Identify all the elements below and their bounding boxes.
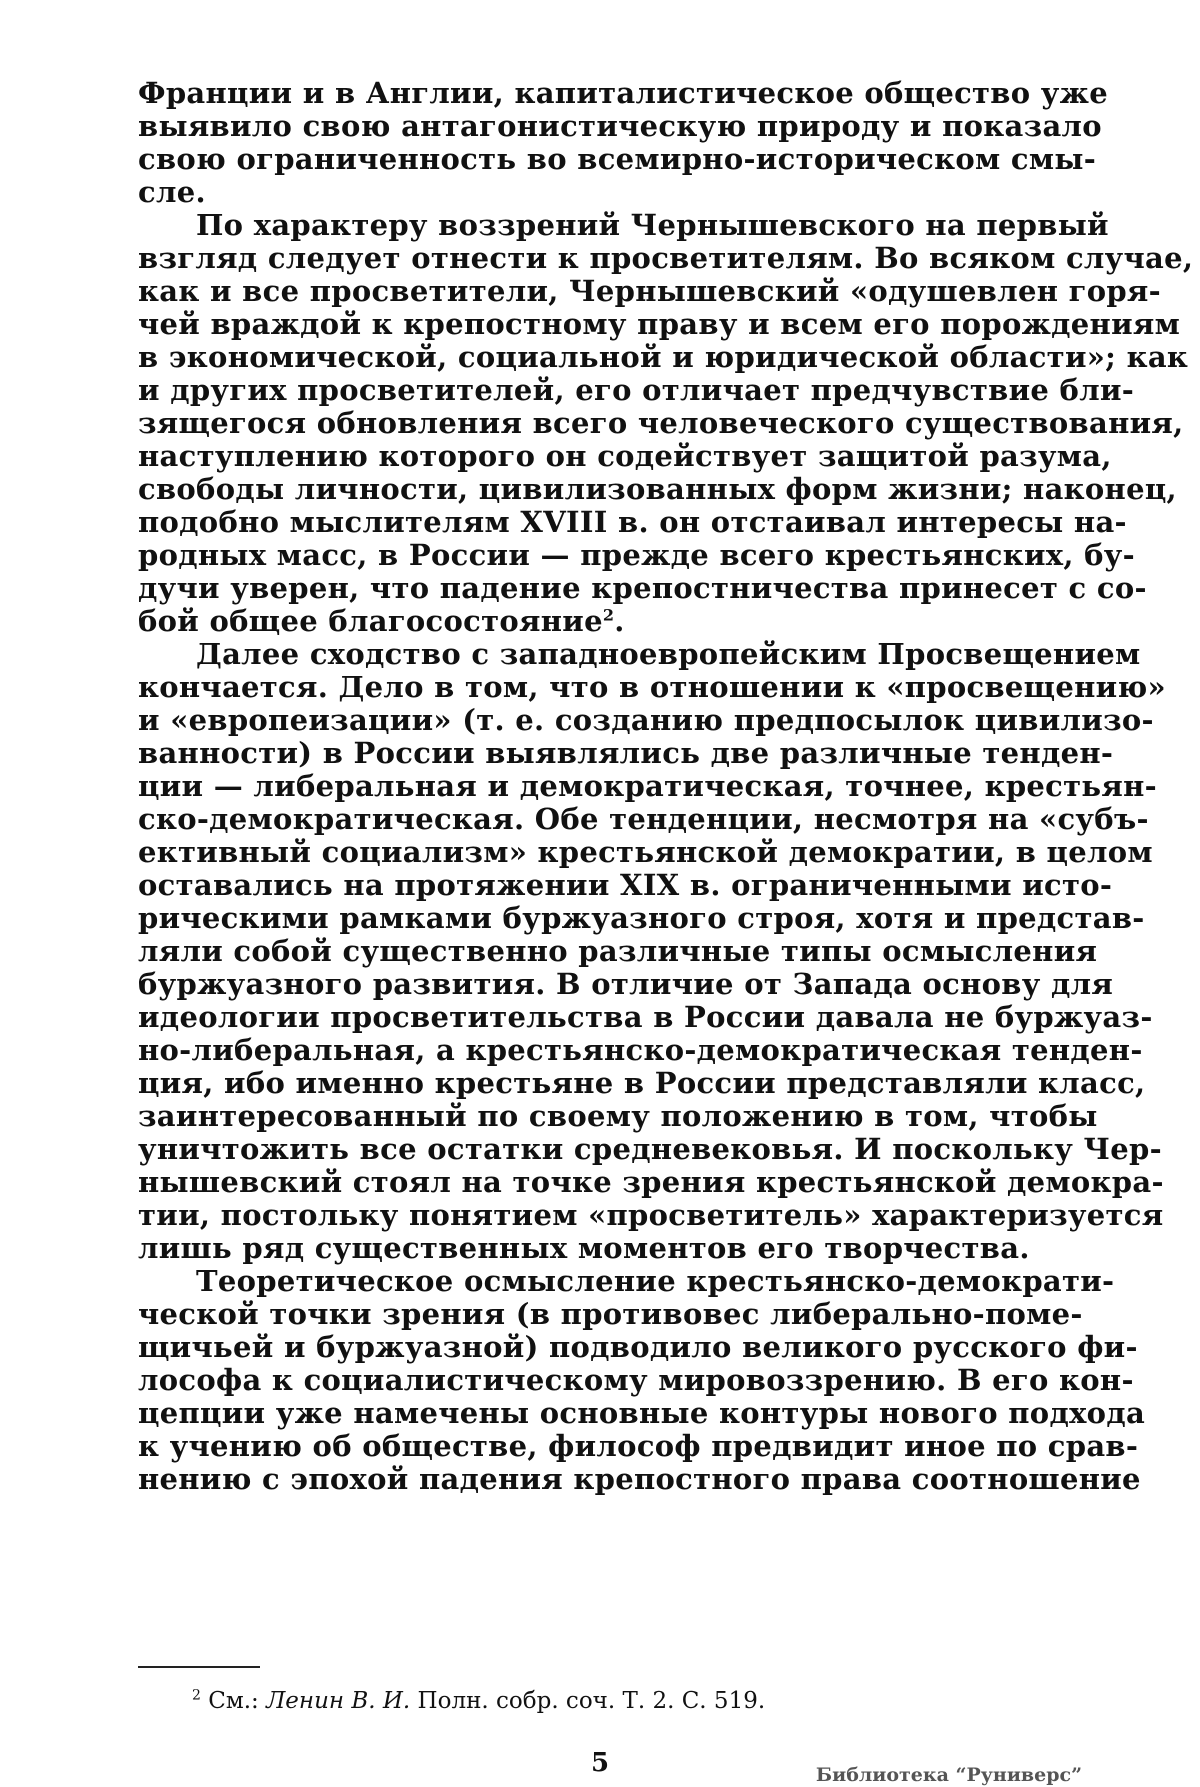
text-line: буржуазного развития. В отличие от Запада основу для [138, 967, 1114, 1001]
text-line: ляли собой существенно различные типы осмысления [138, 934, 1098, 968]
text-line: щичьей и буржуазной) подводило великого русского фи- [138, 1330, 1138, 1364]
text-line: наступлению которого он содействует защитой разума, [138, 439, 1112, 473]
text-line: оставались на протяжении XIX в. ограниченными исто- [138, 868, 1113, 902]
text-line: ция, ибо именно крестьяне в России представляли класс, [138, 1066, 1146, 1100]
text-line: ванности) в России выявлялись две различные тенден- [138, 736, 1114, 770]
text-line: дучи уверен, что падение крепостничества принесет с со- [138, 571, 1147, 605]
text-line: По характеру воззрений Чернышевского на первый [196, 208, 1109, 242]
text-line: зящегося обновления всего человеческого существования, [138, 406, 1184, 440]
text-line: чей враждой к крепостному праву и всем его порождениям [138, 307, 1181, 341]
text-line: в экономической, социальной и юридической области»; как [138, 340, 1189, 374]
footnote-reference: 2 [602, 605, 615, 625]
text-line: взгляд следует отнести к просветителям. Во всяком случае, [138, 241, 1194, 275]
text-line: сле. [138, 175, 206, 209]
library-watermark: Библиотека “Руниверс” [815, 1764, 1082, 1786]
text-line: ческой точки зрения (в противовес либерально-поме- [138, 1297, 1083, 1331]
footnote-divider [138, 1666, 260, 1668]
text-line: ективный социализм» крестьянской демократии, в целом [138, 835, 1153, 869]
text-line-with-footnote [138, 605, 1066, 638]
footnote [192, 1687, 765, 1715]
text-line: лософа к социалистическому мировоззрению. В его кон- [138, 1363, 1134, 1397]
footnote-citation: Полн. собр. соч. Т. 2. С. 519. [417, 1688, 766, 1714]
text-line: идеологии просветительства в России давала не буржуаз- [138, 1000, 1153, 1034]
text-line: и «европеизации» (т. е. созданию предпосылок цивилизо- [138, 703, 1154, 737]
footnote-prefix: См.: [208, 1688, 259, 1714]
text-line: родных масс, в России — прежде всего крестьянских, бу- [138, 538, 1135, 572]
text-line: выявило свою антагонистическую природу и показало [138, 109, 1102, 143]
footnote-author: Ленин В. И. [266, 1688, 411, 1714]
text-line: нению с эпохой падения крепостного права соотношение [138, 1462, 1141, 1496]
text-line: бой общее благосостояние [138, 604, 603, 638]
text-line: подобно мыслителям XVIII в. он отстаивал интересы на- [138, 505, 1127, 539]
text-line: лишь ряд существенных моментов его творчества. [138, 1231, 1030, 1265]
text-line: ско-демократическая. Обе тенденции, несмотря на «субъ- [138, 802, 1149, 836]
text-line: к учению об обществе, философ предвидит иное по срав- [138, 1429, 1139, 1463]
text-line: но-либеральная, а крестьянско-демократическая тенден- [138, 1033, 1143, 1067]
text-line: Теоретическое осмысление крестьянско-демократи- [196, 1264, 1115, 1298]
text-line: тии, постольку понятием «просветитель» характеризуется [138, 1198, 1164, 1232]
text-line: свободы личности, цивилизованных форм жизни; наконец, [138, 472, 1177, 506]
text-line: нышевский стоял на точке зрения крестьянской демокра- [138, 1165, 1164, 1199]
text-line: Далее сходство с западноевропейским Просвещением [196, 637, 1141, 671]
text-line: рическими рамками буржуазного строя, хотя и представ- [138, 901, 1145, 935]
text-line: ции — либеральная и демократическая, точнее, крестьян- [138, 769, 1157, 803]
sentence-end: . [614, 604, 625, 638]
text-line: кончается. Дело в том, что в отношении к «просвещению» [138, 670, 1166, 704]
text-line: и других просветителей, его отличает предчувствие бли- [138, 373, 1135, 407]
page-number: 5 [590, 1748, 610, 1778]
text-line: цепции уже намечены основные контуры нового подхода [138, 1396, 1146, 1430]
text-line: Франции и в Англии, капиталистическое общество уже [138, 76, 1108, 110]
text-line: уничтожить все остатки средневековья. И поскольку Чер- [138, 1132, 1162, 1166]
text-line: заинтересованный по своему положению в том, чтобы [138, 1099, 1098, 1133]
text-line: свою ограниченность во всемирно-историческом смы- [138, 142, 1097, 176]
footnote-number: 2 [192, 1687, 201, 1704]
text-line: как и все просветители, Чернышевский «одушевлен горя- [138, 274, 1161, 308]
